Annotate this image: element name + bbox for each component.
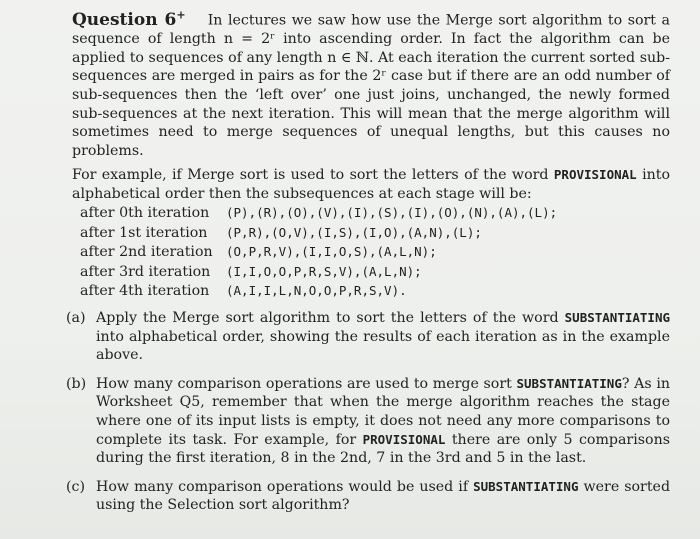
part-a-text-after: into alphabetical order, showing the results of each iteration as in the example above. [96, 328, 670, 364]
part-a [66, 309, 670, 365]
stage-sequence: (P),(R),(O),(V),(I),(S),(I),(O),(N),(A),(L); [226, 205, 558, 221]
part-b-text-middle: ? As in Worksheet Q5, remember that when the merge algorithm reaches the stage where one of its input lists is empty, it does not need any more comparisons to complete its task. For example, for [96, 375, 670, 448]
part-c [66, 478, 670, 515]
stage-row [80, 223, 670, 243]
stage-label: after 4th iteration [80, 283, 210, 300]
part-b-tag: (b) [66, 375, 87, 392]
part-b-word: SUBSTANTIATING [516, 375, 622, 391]
stage-sequence: (P,R),(O,V),(I,S),(I,O),(A,N),(L); [226, 224, 482, 240]
iteration-stages [80, 204, 670, 302]
stage-sequence: (I,I,O,O,P,R,S,V),(A,L,N); [226, 263, 422, 279]
part-c-text-after: were sorted using the Selection sort algorithm? [96, 478, 671, 514]
stage-row [80, 243, 670, 263]
example-text-before: For example, if Merge sort is used to sort the letters of the word [72, 167, 549, 184]
part-b-text-before: How many comparison operations are used to merge sort [96, 375, 512, 392]
part-b [66, 375, 670, 468]
part-b-text-after: there are only 5 comparisons during the first iteration, 8 in the 2nd, 7 in the 3rd and 5 in the last. [96, 431, 670, 467]
stage-label: after 1st iteration [80, 224, 208, 241]
example-paragraph [72, 166, 670, 203]
part-b-body [96, 375, 670, 468]
stage-label: after 2nd iteration [80, 244, 213, 261]
stage-row [80, 282, 670, 302]
part-c-word: SUBSTANTIATING [473, 478, 579, 494]
question-title [72, 10, 186, 30]
part-a-tag: (a) [66, 310, 86, 327]
part-b-word2: PROVISIONAL [362, 431, 446, 447]
stage-row [80, 204, 670, 224]
stage-label: after 0th iteration [80, 205, 210, 222]
part-a-body [96, 309, 670, 365]
stage-label: after 3rd iteration [80, 263, 211, 280]
stage-sequence: (O,P,R,V),(I,I,O,S),(A,L,N); [226, 244, 437, 260]
example-text-after: into alphabetical order then the subsequences at each stage will be: [72, 167, 671, 202]
stage-row [80, 262, 670, 282]
part-c-body [96, 478, 670, 515]
part-c-tag: (c) [66, 478, 86, 495]
part-a-text-before: Apply the Merge sort algorithm to sort the letters of the word [96, 310, 559, 327]
part-a-word: SUBSTANTIATING [564, 310, 670, 326]
question-title-text: Question 6 [72, 9, 177, 30]
question-intro-text: In lectures we saw how use the Merge sort algorithm to sort a sequence of length n = 2ʳ into ascending order. In fact the algorithm can be applied to sequences of any length n ∈ ℕ. At each iteration the current sorted sub-sequences are merged in pairs as for the 2ʳ case but if there are an odd number of sub-sequences then the ‘left over’ one just joins, unchanged, the newly formed sub-sequences at the next iteration. This will mean that the merge algorithm will sometimes need to merge sequences of unequal lengths, but this causes no problems. [72, 12, 670, 159]
question-intro-paragraph [72, 6, 670, 160]
question-superscript: + [176, 8, 186, 21]
part-c-text-before: How many comparison operations would be used if [96, 478, 469, 495]
example-word: PROVISIONAL [553, 167, 637, 183]
stage-sequence: (A,I,I,L,N,O,O,P,R,S,V). [226, 283, 407, 299]
